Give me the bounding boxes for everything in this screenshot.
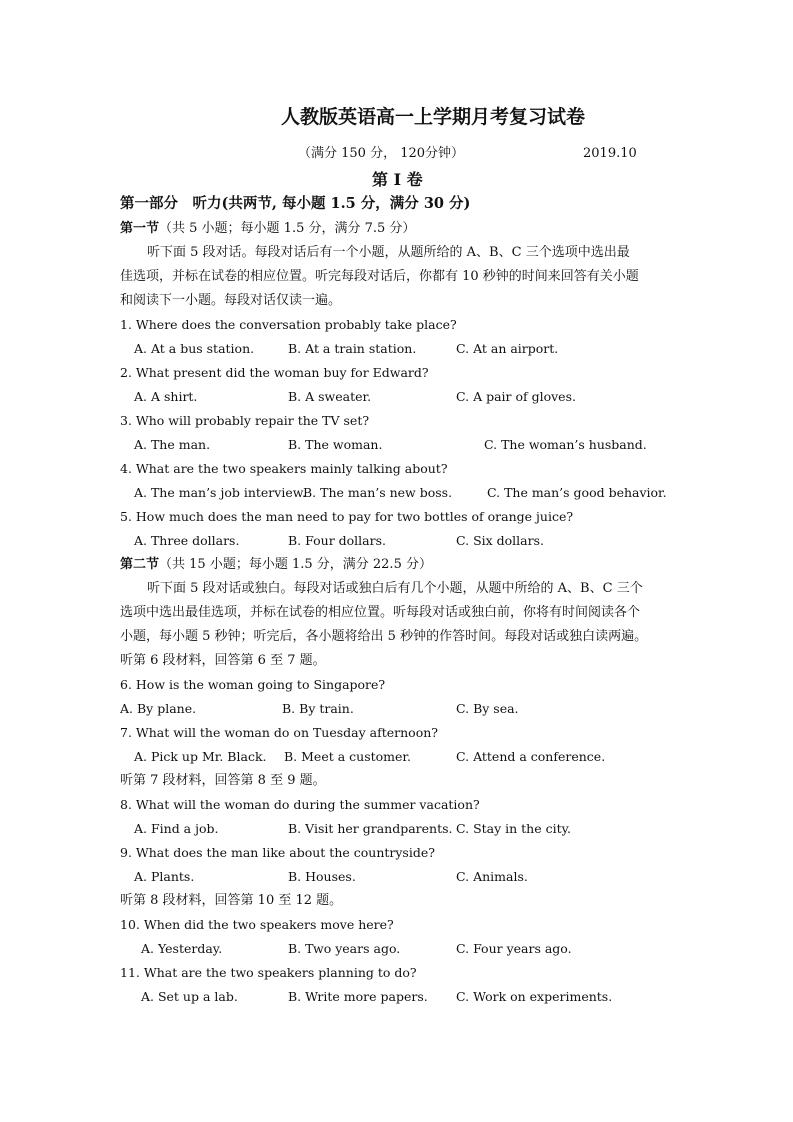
material-heading: 听第 6 段材料，回答第 6 至 7 题。 <box>120 653 326 668</box>
section-label: 第一节 <box>120 221 160 236</box>
option-a: A. A shirt. <box>134 389 198 404</box>
option-a: A. Three dollars. <box>134 533 240 548</box>
material-heading: 听第 8 段材料，回答第 10 至 12 题。 <box>120 893 343 908</box>
question-text: 3. Who will probably repair the TV set? <box>120 413 370 428</box>
option-b: B. The man’s new boss. <box>303 485 453 500</box>
instruction-line: 小题，每小题 5 秒钟；听完后，各小题将给出 5 秒钟的作答时间。每段对话或独白读两遍。 <box>120 629 648 644</box>
option-a: A. Plants. <box>134 869 195 884</box>
option-c: C. Stay in the city. <box>456 821 572 836</box>
exam-title: 人教版英语高一上学期月考复习试卷 <box>281 106 586 128</box>
option-b: B. A sweater. <box>288 389 372 404</box>
option-a: A. At a bus station. <box>134 341 255 356</box>
option-a: A. The man. <box>134 437 211 452</box>
option-a: A. Pick up Mr. Black. <box>134 749 267 764</box>
question-text: 7. What will the woman do on Tuesday afternoon? <box>120 725 438 740</box>
part-one-heading: 第一部分 听力(共两节, 每小题 1.5 分，满分 30 分) <box>120 195 471 212</box>
option-c: C. The man’s good behavior. <box>487 485 667 500</box>
exam-subtitle: （满分 150 分， 120分钟） <box>298 146 465 161</box>
option-c: C. At an airport. <box>456 341 559 356</box>
question-text: 8. What will the woman do during the summer vacation? <box>120 797 480 812</box>
section-label: 第二节 <box>120 557 160 572</box>
instruction-line: 佳选项，并标在试卷的相应位置。听完每段对话后，你都有 10 秒钟的时间来回答有关小题 <box>120 269 639 284</box>
instruction-line: 和阅读下一小题。每段对话仅读一遍。 <box>120 293 342 308</box>
option-a: A. Find a job. <box>134 821 219 836</box>
option-c: C. A pair of gloves. <box>456 389 576 404</box>
instruction-line: 选项中选出最佳选项，并标在试卷的相应位置。听每段对话或独白前，你将有时间阅读各个 <box>120 605 641 620</box>
option-b: B. Write more papers. <box>288 989 428 1004</box>
question-text: 10. When did the two speakers move here? <box>120 917 394 932</box>
option-c: C. Attend a conference. <box>456 749 606 764</box>
option-c: C. Four years ago. <box>456 941 572 956</box>
option-b: B. Houses. <box>288 869 356 884</box>
option-a: A. By plane. <box>120 701 197 716</box>
section-two-heading <box>120 557 432 573</box>
option-a: A. Yesterday. <box>141 941 223 956</box>
instruction-line: 听下面 5 段对话或独白。每段对话或独白后有几个小题，从题中所给的 A、B、C 三个 <box>147 581 643 596</box>
question-text: 4. What are the two speakers mainly talking about? <box>120 461 448 476</box>
question-text: 9. What does the man like about the countryside? <box>120 845 435 860</box>
option-b: B. Two years ago. <box>288 941 401 956</box>
option-a: A. Set up a lab. <box>141 989 238 1004</box>
question-text: 1. Where does the conversation probably take place? <box>120 317 457 332</box>
exam-date: 2019.10 <box>583 146 637 161</box>
option-c: C. By sea. <box>456 701 519 716</box>
section-rule: （共 5 小题；每小题 1.5 分，满分 7.5 分） <box>159 221 416 236</box>
option-c: C. Animals. <box>456 869 528 884</box>
material-heading: 听第 7 段材料，回答第 8 至 9 题。 <box>120 773 326 788</box>
section-one-heading <box>120 221 415 237</box>
option-b: B. Visit her grandparents. <box>288 821 453 836</box>
option-c: C. Six dollars. <box>456 533 544 548</box>
option-b: B. The woman. <box>288 437 383 452</box>
question-text: 5. How much does the man need to pay for two bottles of orange juice? <box>120 509 574 524</box>
option-b: B. By train. <box>282 701 354 716</box>
volume-heading: 第 I 卷 <box>372 170 423 189</box>
option-b: B. At a train station. <box>288 341 417 356</box>
option-c: C. Work on experiments. <box>456 989 613 1004</box>
option-b: B. Four dollars. <box>288 533 386 548</box>
instruction-line: 听下面 5 段对话。每段对话后有一个小题，从题所给的 A、B、C 三个选项中选出最 <box>147 245 630 260</box>
section-rule: （共 15 小题；每小题 1.5 分，满分 22.5 分） <box>159 557 432 572</box>
option-c: C. The woman’s husband. <box>484 437 647 452</box>
question-text: 2. What present did the woman buy for Edward? <box>120 365 429 380</box>
option-b: B. Meet a customer. <box>284 749 411 764</box>
question-text: 6. How is the woman going to Singapore? <box>120 677 386 692</box>
question-text: 11. What are the two speakers planning to do? <box>120 965 417 980</box>
option-a: A. The man’s job interview. <box>134 485 306 500</box>
